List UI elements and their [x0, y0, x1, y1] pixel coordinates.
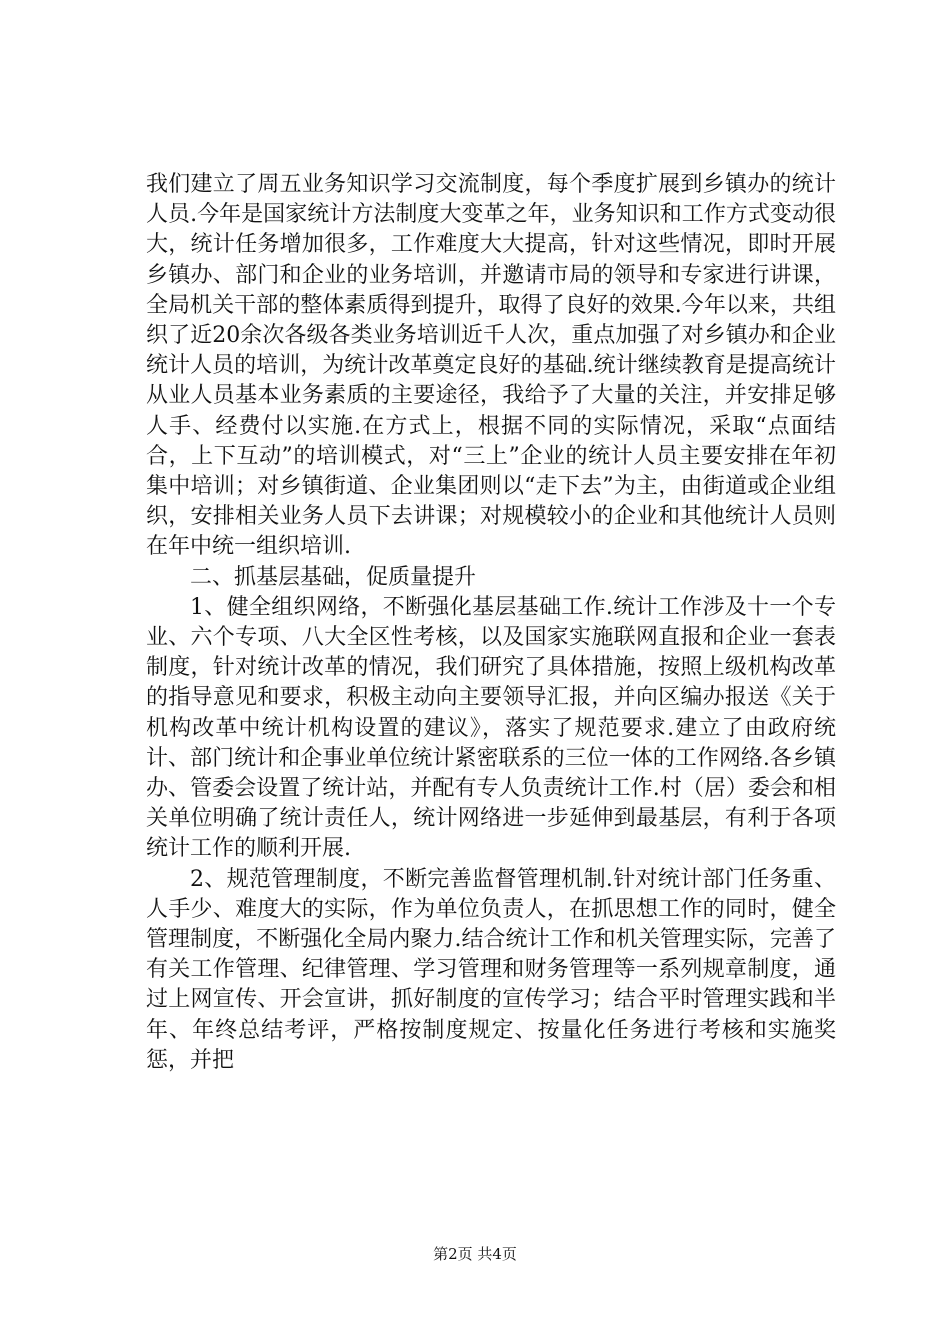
paragraph-management-system: 2、规范管理制度，不断完善监督管理机制.针对统计部门任务重、人手少、难度大的实际，作为单位负责人，在抓思想工作的同时，健全管理制度，不断强化全局内聚力.结合统计工作和机关管理实际，完善了有关工作管理、纪律管理、学习管理和财务管理等一系列规章制度，通过上网宣传、开会宣讲，抓好制度的宣传学习；结合平时管理实践和半年、年终总结考评，严格按制度规定、按量化任务进行考核和实施奖惩，并把 [146, 866, 836, 1073]
page-number-footer: 第2页 共4页 [433, 1245, 517, 1263]
paragraph-training: 我们建立了周五业务知识学习交流制度，每个季度扩展到乡镇办的统计人员.今年是国家统计方法制度大变革之年，业务知识和工作方式变动很大，统计任务增加很多，工作难度大大提高，针对这些情况，即时开展乡镇办、部门和企业的业务培训，并邀请市局的领导和专家进行讲课，全局机关干部的整体素质得到提升，取得了良好的效果.今年以来，共组织了近20余次各级各类业务培训近千人次，重点加强了对乡镇办和企业统计人员的培训，为统计改革奠定良好的基础.统计继续教育是提高统计从业人员基本业务素质的主要途径，我给予了大量的关注，并安排足够人手、经费付以实施.在方式上，根据不同的实际情况，采取“点面结合，上下互动”的培训模式，对“三上”企业的统计人员主要安排在年初集中培训；对乡镇街道、企业集团则以“走下去”为主，由街道或企业组织，安排相关业务人员下去讲课；对规模较小的企业和其他统计人员则在年中统一组织培训. [146, 172, 836, 560]
document-body [146, 170, 836, 1076]
section-heading-grassroots: 二、抓基层基础，促质量提升 [190, 564, 477, 590]
paragraph-organization-network: 1、健全组织网络，不断强化基层基础工作.统计工作涉及十一个专业、六个专项、八大全区性考核，以及国家实施联网直报和企业一套表制度，针对统计改革的情况，我们研究了具体措施，按照上级机构改革的指导意见和要求，积极主动向主要领导汇报，并向区编办报送《关于机构改革中统计机构设置的建议》，落实了规范要求.建立了由政府统计、部门统计和企事业单位统计紧密联系的三位一体的工作网络.各乡镇办、管委会设置了统计站，并配有专人负责统计工作.村（居）委会和相关单位明确了统计责任人，统计网络进一步延伸到最基层，有利于各项统计工作的顺利开展. [146, 594, 836, 862]
